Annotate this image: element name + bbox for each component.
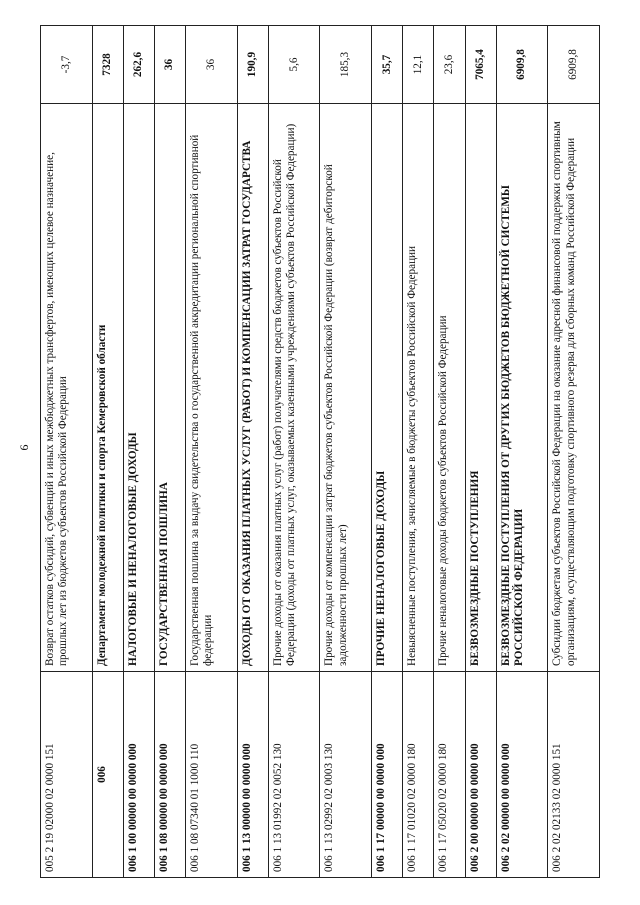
row-amount-cell: 36 xyxy=(186,26,238,104)
row-code-cell: 006 1 13 00000 00 0000 000 xyxy=(237,672,268,878)
table-row xyxy=(154,26,185,878)
table-row xyxy=(496,26,548,878)
row-code-cell: 006 1 08 00000 00 0000 000 xyxy=(154,672,185,878)
table-row xyxy=(41,26,93,878)
rotated-page-content xyxy=(40,26,600,878)
row-name-cell: Прочие доходы от оказания платных услуг (работ) получателями средств бюджетов субъектов Российской Федерации (доходы от платных услуг, оказываемых казенными учреждениями субъектов Российской Федерации) xyxy=(268,104,320,672)
row-code-cell: 006 2 00 00000 00 0000 000 xyxy=(465,672,496,878)
row-amount-cell: 35,7 xyxy=(372,26,403,104)
page-number: 9 xyxy=(17,444,32,451)
row-amount-cell: 23,6 xyxy=(434,26,465,104)
revenue-table-body xyxy=(41,26,600,878)
row-name-cell: Прочие доходы от компенсации затрат бюджетов субъектов Российской Федерации (возврат дебиторской задолженности прошлых лет) xyxy=(320,104,372,672)
row-code-cell: 006 xyxy=(92,672,123,878)
table-row xyxy=(186,26,238,878)
table-row xyxy=(403,26,434,878)
row-amount-cell: 6909,8 xyxy=(548,26,600,104)
table-row xyxy=(237,26,268,878)
row-name-cell: Невыясненные поступления, зачисляемые в бюджеты субъектов Российской Федерации xyxy=(403,104,434,672)
row-amount-cell: 7328 xyxy=(92,26,123,104)
row-amount-cell: 12,1 xyxy=(403,26,434,104)
row-amount-cell: 190,9 xyxy=(237,26,268,104)
row-code-cell: 006 1 17 05020 02 0000 180 xyxy=(434,672,465,878)
row-code-cell: 006 1 17 01020 02 0000 180 xyxy=(403,672,434,878)
table-row xyxy=(465,26,496,878)
row-code-cell: 006 1 00 00000 00 0000 000 xyxy=(123,672,154,878)
table-row xyxy=(92,26,123,878)
table-row xyxy=(372,26,403,878)
row-code-cell: 005 2 19 02000 02 0000 151 xyxy=(41,672,93,878)
row-name-cell: Субсидии бюджетам субъектов Российской Федерации на оказание адресной финансовой поддержки спортивным организациям, осуществляющим подготовку спортивного резерва для сборных команд Российской Федерации xyxy=(548,104,600,672)
row-name-cell: Департамент молодежной политики и спорта Кемеровской области xyxy=(92,104,123,672)
row-code-cell: 006 2 02 02133 02 0000 151 xyxy=(548,672,600,878)
table-row xyxy=(548,26,600,878)
row-amount-cell: 5,6 xyxy=(268,26,320,104)
table-row xyxy=(320,26,372,878)
row-amount-cell: -3,7 xyxy=(41,26,93,104)
row-name-cell: Возврат остатков субсидий, субвенций и иных межбюджетных трансфертов, имеющих целевое назначение, прошлых лет из бюджетов субъектов Российской Федерации xyxy=(41,104,93,672)
row-amount-cell: 7065,4 xyxy=(465,26,496,104)
row-name-cell: ДОХОДЫ ОТ ОКАЗАНИЯ ПЛАТНЫХ УСЛУГ (РАБОТ) И КОМПЕНСАЦИИ ЗАТРАТ ГОСУДАРСТВА xyxy=(237,104,268,672)
row-amount-cell: 6909,8 xyxy=(496,26,548,104)
row-amount-cell: 36 xyxy=(154,26,185,104)
row-code-cell: 006 1 08 07340 01 1000 110 xyxy=(186,672,238,878)
row-amount-cell: 262,6 xyxy=(123,26,154,104)
row-name-cell: ПРОЧИЕ НЕНАЛОГОВЫЕ ДОХОДЫ xyxy=(372,104,403,672)
row-code-cell: 006 1 13 02992 02 0003 130 xyxy=(320,672,372,878)
row-code-cell: 006 2 02 00000 00 0000 000 xyxy=(496,672,548,878)
revenue-table xyxy=(40,25,600,878)
row-name-cell: Прочие неналоговые доходы бюджетов субъектов Российской Федерации xyxy=(434,104,465,672)
row-name-cell: ГОСУДАРСТВЕННАЯ ПОШЛИНА xyxy=(154,104,185,672)
table-row xyxy=(268,26,320,878)
row-amount-cell: 185,3 xyxy=(320,26,372,104)
row-name-cell: БЕЗВОЗМЕЗДНЫЕ ПОСТУПЛЕНИЯ ОТ ДРУГИХ БЮДЖЕТОВ БЮДЖЕТНОЙ СИСТЕМЫ РОССИЙСКОЙ ФЕДЕРАЦИИ xyxy=(496,104,548,672)
row-name-cell: Государственная пошлина за выдачу свидетельства о государственной аккредитации региональной спортивной федерации xyxy=(186,104,238,672)
row-name-cell: БЕЗВОЗМЕЗДНЫЕ ПОСТУПЛЕНИЯ xyxy=(465,104,496,672)
row-code-cell: 006 1 17 00000 00 0000 000 xyxy=(372,672,403,878)
row-code-cell: 006 1 13 01992 02 0052 130 xyxy=(268,672,320,878)
table-row xyxy=(434,26,465,878)
row-name-cell: НАЛОГОВЫЕ И НЕНАЛОГОВЫЕ ДОХОДЫ xyxy=(123,104,154,672)
table-row xyxy=(123,26,154,878)
